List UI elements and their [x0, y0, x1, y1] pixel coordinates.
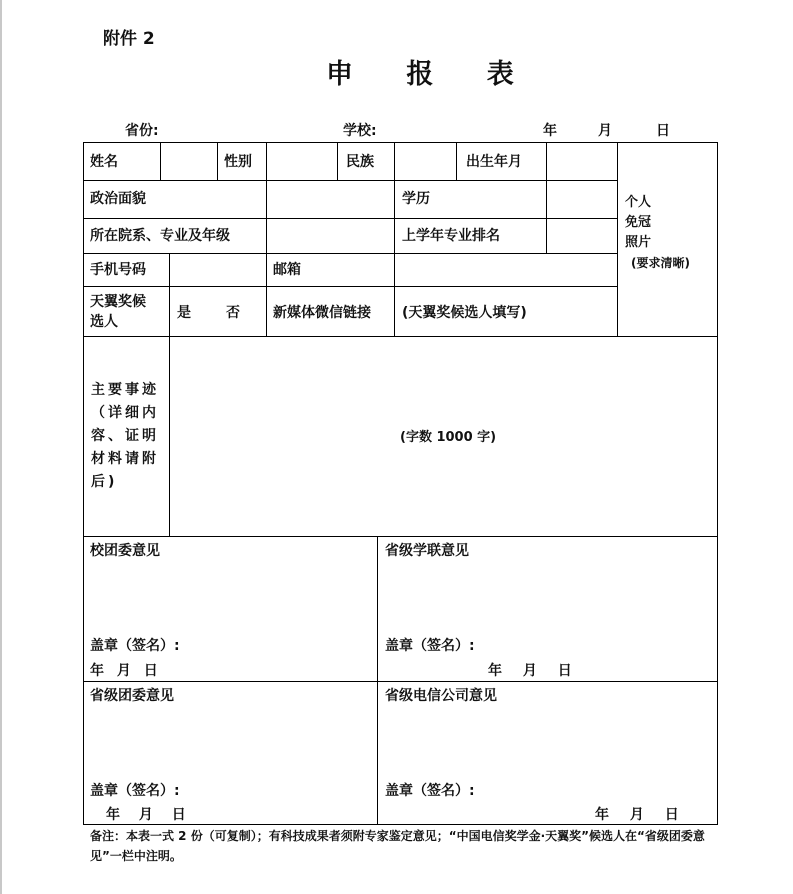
photo-box — [625, 193, 690, 273]
school-league-seal-label: 盖章（签名）: — [90, 638, 180, 654]
table-line-row2 — [83, 218, 618, 219]
table-line-opinions — [83, 681, 718, 682]
candidate-label: 天翼奖候选人 — [90, 294, 146, 330]
school-league-opinion-label: 校团委意见 — [90, 543, 160, 559]
main-deeds-label: 主要事迹（详细内容、证明材料请附后) — [91, 382, 159, 490]
header-year: 年 — [543, 123, 557, 139]
table-line-top — [83, 142, 718, 143]
telecom-opinion-label: 省级电信公司意见 — [385, 688, 497, 704]
cell-divider — [394, 142, 395, 337]
phone-label: 手机号码 — [90, 262, 146, 278]
political-status-label: 政治面貌 — [90, 191, 146, 207]
opinion-divider — [377, 536, 378, 825]
provincial-league-seal-label: 盖章（签名）: — [90, 783, 180, 799]
telecom-date: 年 月 日 — [595, 807, 679, 823]
form-footnote: 备注：本表一式 2 份（可复制）；有科技成果者须附专家鉴定意见；“中国电信奖学金·天翼奖”候选人在“省级团委意见”一栏中注明。 — [90, 829, 705, 863]
table-line-row3 — [83, 253, 618, 254]
gender-label: 性别 — [224, 154, 252, 170]
cell-divider — [266, 142, 267, 337]
cell-divider — [169, 253, 170, 537]
table-line-row1 — [83, 180, 618, 181]
education-label: 学历 — [402, 191, 430, 207]
candidate-yes-option[interactable]: 是 — [177, 305, 191, 321]
attachment-label: 附件 2 — [103, 29, 155, 49]
school-league-date: 年 月 日 — [90, 663, 158, 679]
email-label: 邮箱 — [273, 262, 301, 278]
name-label: 姓名 — [90, 154, 118, 170]
student-union-opinion-label: 省级学联意见 — [385, 543, 469, 559]
cell-divider — [160, 142, 161, 180]
ranking-label: 上学年专业排名 — [402, 228, 500, 244]
telecom-seal-label: 盖章（签名）: — [385, 783, 475, 799]
table-line-right — [717, 142, 718, 825]
table-line-left — [83, 142, 84, 825]
cell-divider — [337, 142, 338, 180]
header-month: 月 — [598, 123, 612, 139]
table-line-row5 — [83, 336, 718, 337]
form-title: 申 报 表 — [326, 59, 536, 90]
page-left-edge — [0, 0, 2, 894]
candidate-no-option[interactable]: 否 — [226, 305, 240, 321]
student-union-seal-label: 盖章（签名）: — [385, 638, 475, 654]
ethnicity-label: 民族 — [346, 154, 374, 170]
word-count-note: (字数 1000 字) — [400, 430, 497, 445]
wechat-link-label: 新媒体微信链接 — [273, 305, 371, 321]
provincial-league-date: 年 月 日 — [106, 807, 186, 823]
table-line-main — [83, 536, 718, 537]
province-label: 省份: — [125, 123, 159, 139]
birth-date-label: 出生年月 — [466, 154, 522, 170]
cell-divider — [546, 142, 547, 254]
photo-divider — [617, 142, 618, 337]
faculty-label: 所在院系、专业及年级 — [90, 228, 230, 244]
table-line-row4 — [83, 286, 618, 287]
photo-line-1: 个人 — [625, 195, 652, 210]
school-label: 学校: — [343, 123, 377, 139]
cell-divider — [456, 142, 457, 180]
provincial-league-opinion-label: 省级团委意见 — [90, 688, 174, 704]
photo-requirement: (要求清晰) — [631, 256, 690, 270]
student-union-date: 年 月 日 — [488, 663, 572, 679]
cell-divider — [217, 142, 218, 180]
photo-line-3: 照片 — [625, 235, 652, 250]
wechat-note: (天翼奖候选人填写) — [402, 305, 527, 321]
header-day: 日 — [656, 123, 670, 139]
photo-line-2: 免冠 — [625, 215, 652, 230]
